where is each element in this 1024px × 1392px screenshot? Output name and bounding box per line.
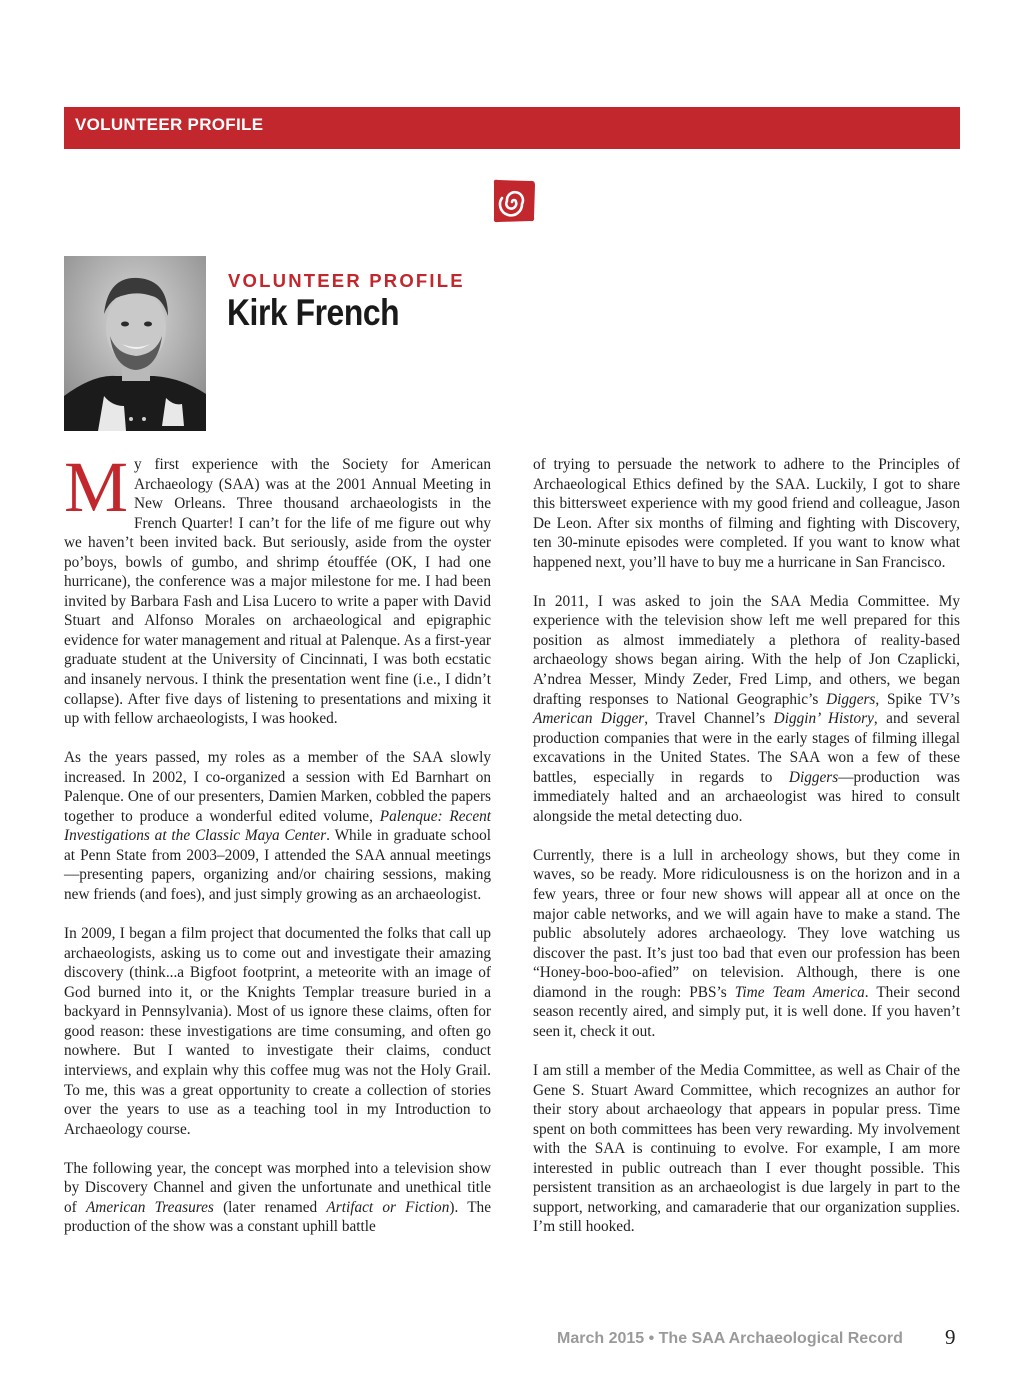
portrait-photo xyxy=(64,256,206,431)
show-title: Time Team America xyxy=(734,983,865,1001)
show-title: American Digger xyxy=(533,710,645,728)
paragraph: In 2011, I was asked to join the SAA Media Committee. My experience with the television show left me well prepared for this position as almost immediately a plethora of reality-based archaeology shows began airing. With the help of Jon Czaplicki, A’ndrea Messer, Mindy Zeder, Fred Limp, and others, we began drafting responses to National Geographic’s Diggers, Spike TV’s American Digger, Travel Channel’s Diggin’ History, and several production companies that were in the early stages of filming illegal excavations in the United States. The SAA won a few of these battles, especially in regards to Diggers—production was immediately halted and an archaeologist was hired to consult alongside the metal detecting duo. xyxy=(533,592,961,825)
profile-name-title: Kirk French xyxy=(227,292,400,333)
show-title: Diggers xyxy=(826,690,876,708)
paragraph: As the years passed, my roles as a member of the SAA slowly increased. In 2002, I co-organized a session with Ed Barnhart on Palenque. One of our presenters, Damien Marken, cobbled the papers together to produce a wonderful edited volume, Palenque: Recent Investigations at the Classic Maya Center. While in graduate school at Penn State from 2003–2009, I attended the SAA annual meetings—presenting papers, organizing and/or chairing sessions, making new friends (and foes), and just simply growing as an archaeologist. xyxy=(64,749,492,904)
paragraph: My first experience with the Society for American Archaeology (SAA) was at the 2001 Annual Meeting in New Orleans. Three thousand archaeologists in the French Quarter! I can’t for the life of me figure out why we haven’t been invited back. But seriously, aside from the oyster po’boys, bowls of gumbo, and shrimp étouffée (OK, I had one hurricane), the conference was a major milestone for me. I had been invited by Barbara Fash and Lisa Lucero to write a paper with David Stuart and Alfonso Morales on archaeological and epigraphic evidence for water management and ritual at Palenque. As a first-year graduate student at the University of Cincinnati, I was both ecstatic and insanely nervous. I think the presentation went fine (i.e., I didn’t collapse). After five days of listening to presentations and mixing it up with fellow archaeologists, I was hooked. xyxy=(64,447,491,728)
drop-cap: M xyxy=(64,447,129,527)
paragraph: of trying to persuade the network to adhere to the Principles of Archaeological Ethics defined by the SAA. Luckily, I got to share this bittersweet experience with my good friend and colleague, Jason De Leon. After six months of filming and fighting with Discovery, ten 30-minute episodes were completed. If you want to know what happened next, you’ll have to buy me a hurricane in San Francisco. xyxy=(533,456,960,571)
article-column-right xyxy=(533,455,960,1256)
paragraph: Currently, there is a lull in archeology shows, but they come in waves, so be ready. More ridiculousness is on the horizon and in a few years, three or four new shows will appear all at once on the major cable networks, and we will again have to make a stand. The public absolutely adores archaeology. They love watching us discover the past. It’s just too bad that even our profession has been “Honey-boo-boo-afied” on television. Although, there is one diamond in the rough: PBS’s Time Team America. Their second season recently aired, and simply put, it is well done. If you haven’t seen it, check it out. xyxy=(533,846,960,1040)
page-number: 9 xyxy=(945,1325,956,1349)
article-column-left xyxy=(64,447,492,1256)
issue-footer: March 2015 • The SAA Archaeological Record xyxy=(557,1330,903,1347)
show-title: American Treasures xyxy=(85,1198,214,1216)
section-kicker: VOLUNTEER PROFILE xyxy=(228,270,465,291)
show-title: Diggin’ History xyxy=(773,710,874,728)
show-title: Diggers xyxy=(788,768,839,786)
paragraph: The following year, the concept was morphed into a television show by Discovery Channel and given the unfortunate and unethical title of American Treasures (later renamed Artifact or Fiction). The production of the show was a constant uphill battle xyxy=(64,1159,491,1236)
banner-label: VOLUNTEER PROFILE xyxy=(75,115,264,134)
book-title: Palenque: Recent Investigations at the Classic Maya Center xyxy=(64,807,492,845)
show-title: Artifact or Fiction xyxy=(326,1198,450,1216)
section-banner xyxy=(64,107,960,149)
paragraph: I am still a member of the Media Committee, as well as Chair of the Gene S. Stuart Award Committee, which recognizes an author for their story about archaeology that appears in popular press. Time spent on both committees has been very rewarding. My involvement with the SAA is continuing to evolve. For example, I am more interested in public outreach than I ever thought possible. This persistent transition as an archaeologist is due largely in part to the support, networking, and camaraderie that our organization supplies. I’m still hooked. xyxy=(533,1061,960,1236)
spiral-logo-icon xyxy=(491,178,537,224)
paragraph: In 2009, I began a film project that documented the folks that call up archaeologists, asking us to come out and investigate their amazing discovery (think...a Bigfoot footprint, a meteorite with an image of God burned into it, or the Knights Templar treasure buried in a backyard in Pennsylvania). Most of us ignore these claims, often for good reason: these investigations are time consuming, and often go nowhere. But I wanted to investigate their claims, conduct interviews, and explain why this coffee mug was not the Holy Grail. To me, this was a great opportunity to create a collection of stories over the years to use as a teaching tool in my Introduction to Archaeology course. xyxy=(64,925,491,1138)
